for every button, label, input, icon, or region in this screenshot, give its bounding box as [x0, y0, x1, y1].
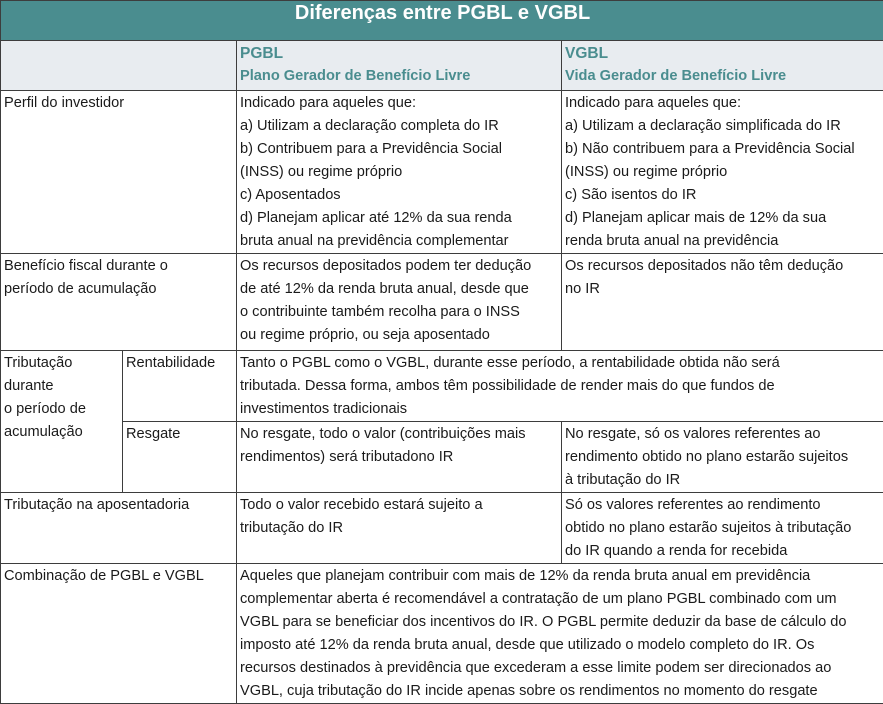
- pgbl-perfil-line: d) Planejam aplicar até 12% da sua renda: [240, 207, 559, 230]
- label-aposentadoria: Tributação na aposentadoria: [1, 493, 237, 564]
- vgbl-perfil-line: Indicado para aqueles que:: [565, 92, 881, 115]
- vgbl-aposentadoria-line: do IR quando a renda for recebida: [565, 540, 881, 563]
- row-combinacao: [1, 564, 883, 704]
- pgbl-header: [237, 41, 562, 91]
- vgbl-aposentadoria-line: Só os valores referentes ao rendimento: [565, 494, 881, 517]
- pgbl-beneficio-line: Os recursos depositados podem ter dedução: [240, 255, 559, 278]
- label-beneficio-line: período de acumulação: [4, 278, 234, 301]
- header-empty-cell: [1, 41, 237, 91]
- rentabilidade-line: tributada. Dessa forma, ambos têm possibilidade de render mais do que fundos de: [240, 375, 881, 398]
- table-title: Diferenças entre PGBL e VGBL: [1, 1, 883, 41]
- pgbl-name: PGBL: [240, 42, 559, 65]
- label-tributacao-line: durante: [4, 375, 120, 398]
- rentabilidade-line: Tanto o PGBL como o VGBL, durante esse período, a rentabilidade obtida não será: [240, 352, 881, 375]
- pgbl-perfil-line: b) Contribuem para a Previdência Social: [240, 138, 559, 161]
- pgbl-beneficio-line: o contribuinte também recolha para o INSS: [240, 301, 559, 324]
- row-rentabilidade: [1, 351, 883, 422]
- vgbl-beneficio: [562, 254, 883, 351]
- pgbl-aposentadoria-line: tributação do IR: [240, 517, 559, 540]
- vgbl-beneficio-line: no IR: [565, 278, 881, 301]
- combinacao-line: complementar aberta é recomendável a contratação de um plano PGBL combinado com um: [240, 588, 881, 611]
- combinacao-line: recursos destinados à previdência que excederam a esse limite podem ser direcionados ao: [240, 657, 881, 680]
- row-aposentadoria: [1, 493, 883, 564]
- title-row: [1, 1, 883, 41]
- pgbl-aposentadoria: [237, 493, 562, 564]
- vgbl-aposentadoria-line: obtido no plano estarão sujeitos à tributação: [565, 517, 881, 540]
- pgbl-perfil-line: c) Aposentados: [240, 184, 559, 207]
- label-tributacao-acumulacao: [1, 351, 123, 493]
- label-beneficio: [1, 254, 237, 351]
- label-perfil: Perfil do investidor: [1, 91, 237, 254]
- vgbl-perfil-line: a) Utilizam a declaração simplificada do IR: [565, 115, 881, 138]
- combinacao-line: VGBL para se beneficiar dos incentivos do IR. O PGBL permite deduzir da base de cálculo do: [240, 611, 881, 634]
- vgbl-aposentadoria: [562, 493, 883, 564]
- row-perfil: [1, 91, 883, 254]
- combinacao-line: VGBL, cuja tributação do IR incide apenas sobre os rendimentos no momento do resgate: [240, 680, 881, 703]
- vgbl-resgate-line: No resgate, só os valores referentes ao: [565, 423, 881, 446]
- row-beneficio: [1, 254, 883, 351]
- pgbl-resgate-line: No resgate, todo o valor (contribuições mais: [240, 423, 559, 446]
- vgbl-resgate-line: rendimento obtido no plano estarão sujeitos: [565, 446, 881, 469]
- label-beneficio-line: Benefício fiscal durante o: [4, 255, 234, 278]
- pgbl-full-name: Plano Gerador de Benefício Livre: [240, 65, 559, 88]
- pgbl-perfil-line: a) Utilizam a declaração completa do IR: [240, 115, 559, 138]
- vgbl-full-name: Vida Gerador de Benefício Livre: [565, 65, 881, 88]
- vgbl-header: [562, 41, 883, 91]
- pgbl-perfil-line: (INSS) ou regime próprio: [240, 161, 559, 184]
- vgbl-resgate: [562, 422, 883, 493]
- rentabilidade-text: [237, 351, 883, 422]
- label-tributacao-line: o período de: [4, 398, 120, 421]
- vgbl-perfil: [562, 91, 883, 254]
- pgbl-aposentadoria-line: Todo o valor recebido estará sujeito a: [240, 494, 559, 517]
- vgbl-perfil-line: renda bruta anual na previdência: [565, 230, 881, 253]
- row-resgate: [1, 422, 883, 493]
- vgbl-resgate-line: à tributação do IR: [565, 469, 881, 492]
- pgbl-beneficio-line: de até 12% da renda bruta anual, desde que: [240, 278, 559, 301]
- pgbl-resgate-line: rendimentos) será tributadono IR: [240, 446, 559, 469]
- vgbl-perfil-line: c) São isentos do IR: [565, 184, 881, 207]
- pgbl-resgate: [237, 422, 562, 493]
- vgbl-perfil-line: b) Não contribuem para a Previdência Social: [565, 138, 881, 161]
- pgbl-perfil: [237, 91, 562, 254]
- pgbl-perfil-line: Indicado para aqueles que:: [240, 92, 559, 115]
- vgbl-perfil-line: (INSS) ou regime próprio: [565, 161, 881, 184]
- label-tributacao-line: Tributação: [4, 352, 120, 375]
- rentabilidade-line: investimentos tradicionais: [240, 398, 881, 421]
- vgbl-name: VGBL: [565, 42, 881, 65]
- label-rentabilidade: Rentabilidade: [123, 351, 237, 422]
- label-tributacao-line: acumulação: [4, 421, 120, 444]
- vgbl-perfil-line: d) Planejam aplicar mais de 12% da sua: [565, 207, 881, 230]
- label-resgate: Resgate: [123, 422, 237, 493]
- pgbl-perfil-line: bruta anual na previdência complementar: [240, 230, 559, 253]
- pgbl-beneficio: [237, 254, 562, 351]
- column-header-row: [1, 41, 883, 91]
- combinacao-line: imposto até 12% da renda bruta anual, desde que utilizado o modelo completo do IR. Os: [240, 634, 881, 657]
- vgbl-beneficio-line: Os recursos depositados não têm dedução: [565, 255, 881, 278]
- combinacao-line: Aqueles que planejam contribuir com mais de 12% da renda bruta anual em previdência: [240, 565, 881, 588]
- label-combinacao: Combinação de PGBL e VGBL: [1, 564, 237, 704]
- combinacao-text: [237, 564, 883, 704]
- pgbl-beneficio-line: ou regime próprio, ou seja aposentado: [240, 324, 559, 347]
